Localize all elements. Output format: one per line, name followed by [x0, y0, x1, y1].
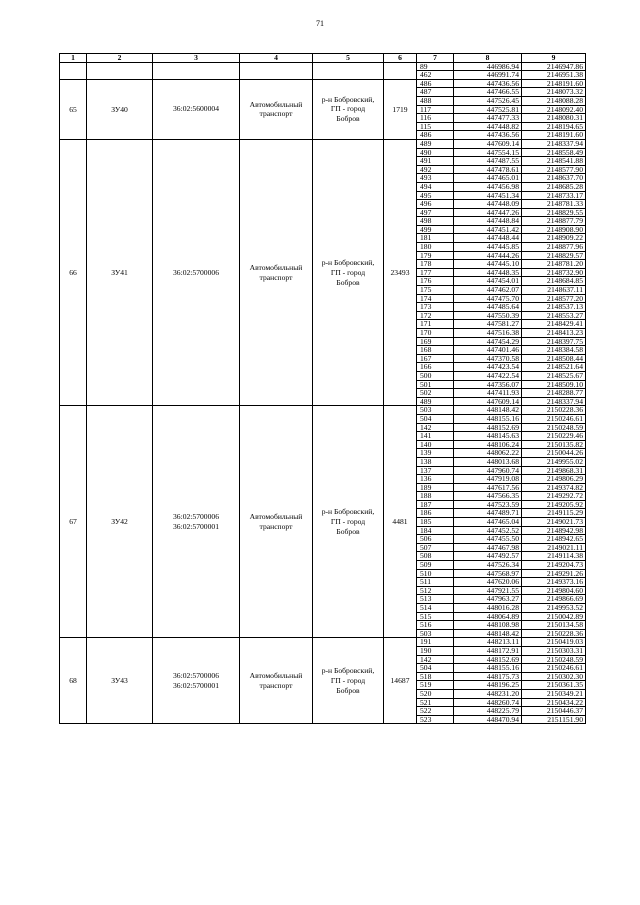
- coord-x: 448155.16: [454, 664, 522, 673]
- point-number: 506: [417, 535, 454, 544]
- point-number: 140: [417, 440, 454, 449]
- empty-cell: [384, 62, 417, 79]
- point-number: 501: [417, 380, 454, 389]
- coord-x: 447467.98: [454, 543, 522, 552]
- coord-y: 2148781.33: [522, 200, 586, 209]
- coord-y: 2150246.61: [522, 664, 586, 673]
- coord-x: 448231.20: [454, 689, 522, 698]
- point-number: 178: [417, 260, 454, 269]
- coord-x: 448155.16: [454, 414, 522, 423]
- empty-cell: [313, 62, 384, 79]
- permitted-use: Автомобильный транспорт: [240, 406, 313, 638]
- header-col-7: 7: [417, 54, 454, 63]
- area: 23493: [384, 139, 417, 405]
- coord-x: 447462.07: [454, 286, 522, 295]
- coord-y: 2148877.96: [522, 243, 586, 252]
- coord-x: 448148.42: [454, 629, 522, 638]
- point-number: 513: [417, 595, 454, 604]
- point-number: 175: [417, 286, 454, 295]
- coord-x: 447478.61: [454, 165, 522, 174]
- coord-x: 447447.26: [454, 208, 522, 217]
- point-number: 168: [417, 346, 454, 355]
- coord-y: 2148558.49: [522, 148, 586, 157]
- coord-x: 447617.56: [454, 483, 522, 492]
- coord-y: 2149373.16: [522, 578, 586, 587]
- coord-y: 2148337.94: [522, 397, 586, 406]
- point-number: 138: [417, 457, 454, 466]
- area: 4481: [384, 406, 417, 638]
- point-number: 516: [417, 621, 454, 630]
- coord-x: 447411.93: [454, 389, 522, 398]
- coord-x: 447492.57: [454, 552, 522, 561]
- coord-y: 2148577.20: [522, 294, 586, 303]
- point-number: 521: [417, 698, 454, 707]
- point-number: 462: [417, 71, 454, 80]
- coord-x: 447454.01: [454, 277, 522, 286]
- coord-y: 2148397.75: [522, 337, 586, 346]
- coord-x: 447523.59: [454, 500, 522, 509]
- point-number: 191: [417, 638, 454, 647]
- coord-y: 2149114.38: [522, 552, 586, 561]
- cadastral-number: 36:02:5700006: [153, 139, 240, 405]
- point-number: 179: [417, 251, 454, 260]
- coord-x: 447921.55: [454, 586, 522, 595]
- coord-y: 2148877.79: [522, 217, 586, 226]
- coord-x: 448064.89: [454, 612, 522, 621]
- point-number: 500: [417, 371, 454, 380]
- coord-y: 2151151.90: [522, 715, 586, 724]
- coord-x: 447609.14: [454, 139, 522, 148]
- coord-y: 2148942.98: [522, 526, 586, 535]
- table-row: [60, 79, 586, 88]
- coord-x: 447609.14: [454, 397, 522, 406]
- coord-y: 2149204.73: [522, 561, 586, 570]
- header-col-3: 3: [153, 54, 240, 63]
- coord-y: 2148088.28: [522, 96, 586, 105]
- coord-x: 447960.74: [454, 466, 522, 475]
- coord-y: 2149021.73: [522, 518, 586, 527]
- point-number: 190: [417, 646, 454, 655]
- coord-x: 447448.44: [454, 234, 522, 243]
- point-number: 507: [417, 543, 454, 552]
- coord-y: 2150248.59: [522, 423, 586, 432]
- table-row: [60, 62, 586, 71]
- location: р-н Бобровский, ГП - город Бобров: [313, 406, 384, 638]
- empty-cell: [87, 62, 153, 79]
- table-row: [60, 638, 586, 647]
- point-number: 487: [417, 88, 454, 97]
- coord-x: 448260.74: [454, 698, 522, 707]
- point-number: 511: [417, 578, 454, 587]
- permitted-use: Автомобильный транспорт: [240, 79, 313, 139]
- coord-y: 2150042.89: [522, 612, 586, 621]
- header-col-9: 9: [522, 54, 586, 63]
- coord-y: 2148413.23: [522, 329, 586, 338]
- point-number: 499: [417, 225, 454, 234]
- header-col-6: 6: [384, 54, 417, 63]
- coord-x: 447581.27: [454, 320, 522, 329]
- coord-x: 448145.63: [454, 432, 522, 441]
- coord-y: 2150229.46: [522, 432, 586, 441]
- location: р-н Бобровский, ГП - город Бобров: [313, 638, 384, 724]
- coord-y: 2148509.10: [522, 380, 586, 389]
- coord-y: 2148537.13: [522, 303, 586, 312]
- coord-x: 447526.45: [454, 96, 522, 105]
- point-number: 504: [417, 664, 454, 673]
- coord-x: 446986.94: [454, 62, 522, 71]
- coord-y: 2148191.60: [522, 79, 586, 88]
- table-row: [60, 406, 586, 415]
- coord-y: 2148080.31: [522, 114, 586, 123]
- coord-x: 447448.35: [454, 268, 522, 277]
- coord-y: 2148733.17: [522, 191, 586, 200]
- point-number: 489: [417, 397, 454, 406]
- coord-y: 2148092.40: [522, 105, 586, 114]
- point-number: 188: [417, 492, 454, 501]
- coord-y: 2148909.22: [522, 234, 586, 243]
- point-number: 490: [417, 148, 454, 157]
- coord-y: 2150044.26: [522, 449, 586, 458]
- coord-x: 447445.10: [454, 260, 522, 269]
- coord-x: 447370.58: [454, 354, 522, 363]
- coord-y: 2148429.41: [522, 320, 586, 329]
- coord-y: 2148525.67: [522, 371, 586, 380]
- coord-y: 2148685.28: [522, 182, 586, 191]
- header-col-4: 4: [240, 54, 313, 63]
- point-number: 181: [417, 234, 454, 243]
- permitted-use: Автомобильный транспорт: [240, 139, 313, 405]
- point-number: 512: [417, 586, 454, 595]
- cadastral-number: 36:02:5600004: [153, 79, 240, 139]
- plot-designation: ЗУ42: [87, 406, 153, 638]
- header-col-5: 5: [313, 54, 384, 63]
- point-number: 186: [417, 509, 454, 518]
- coord-y: 2149804.60: [522, 586, 586, 595]
- coord-y: 2149205.92: [522, 500, 586, 509]
- coord-y: 2148288.77: [522, 389, 586, 398]
- coord-y: 2150303.31: [522, 646, 586, 655]
- coord-y: 2148732.90: [522, 268, 586, 277]
- coord-x: 448175.73: [454, 672, 522, 681]
- point-number: 171: [417, 320, 454, 329]
- point-number: 184: [417, 526, 454, 535]
- coord-y: 2150419.03: [522, 638, 586, 647]
- plot-designation: ЗУ40: [87, 79, 153, 139]
- coord-y: 2148829.57: [522, 251, 586, 260]
- point-number: 514: [417, 604, 454, 613]
- point-number: 177: [417, 268, 454, 277]
- coord-x: 447455.50: [454, 535, 522, 544]
- point-number: 136: [417, 475, 454, 484]
- coord-y: 2148073.32: [522, 88, 586, 97]
- point-number: 185: [417, 518, 454, 527]
- coord-y: 2149868.31: [522, 466, 586, 475]
- coord-x: 447477.33: [454, 114, 522, 123]
- point-number: 187: [417, 500, 454, 509]
- coord-x: 448196.25: [454, 681, 522, 690]
- coord-x: 447448.82: [454, 122, 522, 131]
- coord-x: 447465.01: [454, 174, 522, 183]
- point-number: 504: [417, 414, 454, 423]
- coord-x: 447444.26: [454, 251, 522, 260]
- coord-y: 2146951.38: [522, 71, 586, 80]
- coord-x: 447445.85: [454, 243, 522, 252]
- coord-y: 2148384.58: [522, 346, 586, 355]
- coord-x: 447451.34: [454, 191, 522, 200]
- point-number: 141: [417, 432, 454, 441]
- coord-y: 2148637.11: [522, 286, 586, 295]
- point-number: 493: [417, 174, 454, 183]
- coord-x: 448148.42: [454, 406, 522, 415]
- point-number: 117: [417, 105, 454, 114]
- point-number: 491: [417, 157, 454, 166]
- point-number: 496: [417, 200, 454, 209]
- coord-x: 448016.28: [454, 604, 522, 613]
- coord-x: 448152.69: [454, 655, 522, 664]
- area: 1719: [384, 79, 417, 139]
- coord-x: 446991.74: [454, 71, 522, 80]
- coord-x: 447422.54: [454, 371, 522, 380]
- point-number: 503: [417, 629, 454, 638]
- coord-y: 2149115.29: [522, 509, 586, 518]
- coord-y: 2150361.35: [522, 681, 586, 690]
- point-number: 174: [417, 294, 454, 303]
- coord-y: 2148541.88: [522, 157, 586, 166]
- coord-y: 2148781.20: [522, 260, 586, 269]
- coord-x: 447356.07: [454, 380, 522, 389]
- point-number: 167: [417, 354, 454, 363]
- coord-y: 2149021.11: [522, 543, 586, 552]
- coord-y: 2149806.29: [522, 475, 586, 484]
- point-number: 495: [417, 191, 454, 200]
- point-number: 139: [417, 449, 454, 458]
- header-col-1: 1: [60, 54, 87, 63]
- point-number: 189: [417, 483, 454, 492]
- point-number: 166: [417, 363, 454, 372]
- coord-y: 2148191.60: [522, 131, 586, 140]
- cadastral-number: 36:02:5700006 36:02:5700001: [153, 406, 240, 638]
- coord-y: 2148194.65: [522, 122, 586, 131]
- coord-x: 447475.70: [454, 294, 522, 303]
- coord-x: 448225.79: [454, 707, 522, 716]
- point-number: 137: [417, 466, 454, 475]
- header-col-2: 2: [87, 54, 153, 63]
- coord-x: 447487.55: [454, 157, 522, 166]
- plot-designation: ЗУ41: [87, 139, 153, 405]
- coord-y: 2149292.72: [522, 492, 586, 501]
- coord-y: 2148684.85: [522, 277, 586, 286]
- coord-x: 447485.64: [454, 303, 522, 312]
- header-row: [60, 54, 586, 63]
- coord-y: 2148908.90: [522, 225, 586, 234]
- coord-y: 2149291.26: [522, 569, 586, 578]
- row-number: 67: [60, 406, 87, 638]
- point-number: 488: [417, 96, 454, 105]
- coord-x: 447526.34: [454, 561, 522, 570]
- header-col-8: 8: [454, 54, 522, 63]
- point-number: 494: [417, 182, 454, 191]
- coord-x: 447465.04: [454, 518, 522, 527]
- table-row: [60, 139, 586, 148]
- point-number: 503: [417, 406, 454, 415]
- coord-x: 447454.29: [454, 337, 522, 346]
- point-number: 170: [417, 329, 454, 338]
- coordinates-table: [59, 53, 586, 724]
- coord-x: 447401.46: [454, 346, 522, 355]
- coord-y: 2150434.22: [522, 698, 586, 707]
- empty-cell: [60, 62, 87, 79]
- coord-x: 447436.56: [454, 131, 522, 140]
- coord-y: 2146947.86: [522, 62, 586, 71]
- coord-x: 448172.91: [454, 646, 522, 655]
- empty-cell: [153, 62, 240, 79]
- coord-x: 448108.98: [454, 621, 522, 630]
- point-number: 176: [417, 277, 454, 286]
- coord-x: 448106.24: [454, 440, 522, 449]
- coord-y: 2148637.70: [522, 174, 586, 183]
- point-number: 486: [417, 131, 454, 140]
- coord-x: 447550.39: [454, 311, 522, 320]
- point-number: 142: [417, 423, 454, 432]
- coord-y: 2149955.02: [522, 457, 586, 466]
- point-number: 89: [417, 62, 454, 71]
- coord-x: 447448.09: [454, 200, 522, 209]
- coord-x: 448062.22: [454, 449, 522, 458]
- cadastral-number: 36:02:5700006 36:02:5700001: [153, 638, 240, 724]
- coord-x: 447620.06: [454, 578, 522, 587]
- coord-x: 447568.97: [454, 569, 522, 578]
- coord-x: 447525.81: [454, 105, 522, 114]
- point-number: 502: [417, 389, 454, 398]
- point-number: 115: [417, 122, 454, 131]
- coord-x: 447448.84: [454, 217, 522, 226]
- row-number: 68: [60, 638, 87, 724]
- plot-designation: ЗУ43: [87, 638, 153, 724]
- coord-x: 447466.55: [454, 88, 522, 97]
- point-number: 510: [417, 569, 454, 578]
- coord-x: 447919.08: [454, 475, 522, 484]
- point-number: 522: [417, 707, 454, 716]
- coord-x: 447554.15: [454, 148, 522, 157]
- point-number: 142: [417, 655, 454, 664]
- area: 14687: [384, 638, 417, 724]
- point-number: 497: [417, 208, 454, 217]
- coord-y: 2148337.94: [522, 139, 586, 148]
- coord-y: 2150135.82: [522, 440, 586, 449]
- row-number: 65: [60, 79, 87, 139]
- point-number: 518: [417, 672, 454, 681]
- row-number: 66: [60, 139, 87, 405]
- point-number: 515: [417, 612, 454, 621]
- coord-x: 448213.11: [454, 638, 522, 647]
- coord-y: 2150228.36: [522, 406, 586, 415]
- coord-y: 2148942.65: [522, 535, 586, 544]
- coord-x: 447489.71: [454, 509, 522, 518]
- point-number: 508: [417, 552, 454, 561]
- coord-x: 447516.38: [454, 329, 522, 338]
- coord-x: 448013.68: [454, 457, 522, 466]
- coord-y: 2150228.36: [522, 629, 586, 638]
- point-number: 169: [417, 337, 454, 346]
- coord-y: 2150246.61: [522, 414, 586, 423]
- empty-cell: [240, 62, 313, 79]
- point-number: 520: [417, 689, 454, 698]
- coord-y: 2150302.30: [522, 672, 586, 681]
- coord-y: 2149374.82: [522, 483, 586, 492]
- coord-y: 2150134.58: [522, 621, 586, 630]
- coord-x: 447456.98: [454, 182, 522, 191]
- point-number: 172: [417, 311, 454, 320]
- point-number: 523: [417, 715, 454, 724]
- coord-y: 2148577.90: [522, 165, 586, 174]
- coord-y: 2150349.21: [522, 689, 586, 698]
- point-number: 486: [417, 79, 454, 88]
- coord-x: 447566.35: [454, 492, 522, 501]
- coord-y: 2148508.44: [522, 354, 586, 363]
- coord-y: 2148521.64: [522, 363, 586, 372]
- point-number: 180: [417, 243, 454, 252]
- coord-y: 2148829.55: [522, 208, 586, 217]
- page-number: 71: [316, 19, 324, 28]
- coord-x: 447452.52: [454, 526, 522, 535]
- point-number: 173: [417, 303, 454, 312]
- coord-x: 447963.27: [454, 595, 522, 604]
- location: р-н Бобровский, ГП - город Бобров: [313, 79, 384, 139]
- permitted-use: Автомобильный транспорт: [240, 638, 313, 724]
- coord-y: 2149953.52: [522, 604, 586, 613]
- coord-x: 448152.69: [454, 423, 522, 432]
- coord-x: 447451.42: [454, 225, 522, 234]
- location: р-н Бобровский, ГП - город Бобров: [313, 139, 384, 405]
- point-number: 509: [417, 561, 454, 570]
- point-number: 492: [417, 165, 454, 174]
- coord-y: 2150248.59: [522, 655, 586, 664]
- point-number: 489: [417, 139, 454, 148]
- coord-y: 2150446.37: [522, 707, 586, 716]
- coord-y: 2149866.69: [522, 595, 586, 604]
- point-number: 498: [417, 217, 454, 226]
- coord-x: 447423.54: [454, 363, 522, 372]
- coord-x: 448470.94: [454, 715, 522, 724]
- coord-x: 447436.56: [454, 79, 522, 88]
- point-number: 116: [417, 114, 454, 123]
- point-number: 519: [417, 681, 454, 690]
- coord-y: 2148553.27: [522, 311, 586, 320]
